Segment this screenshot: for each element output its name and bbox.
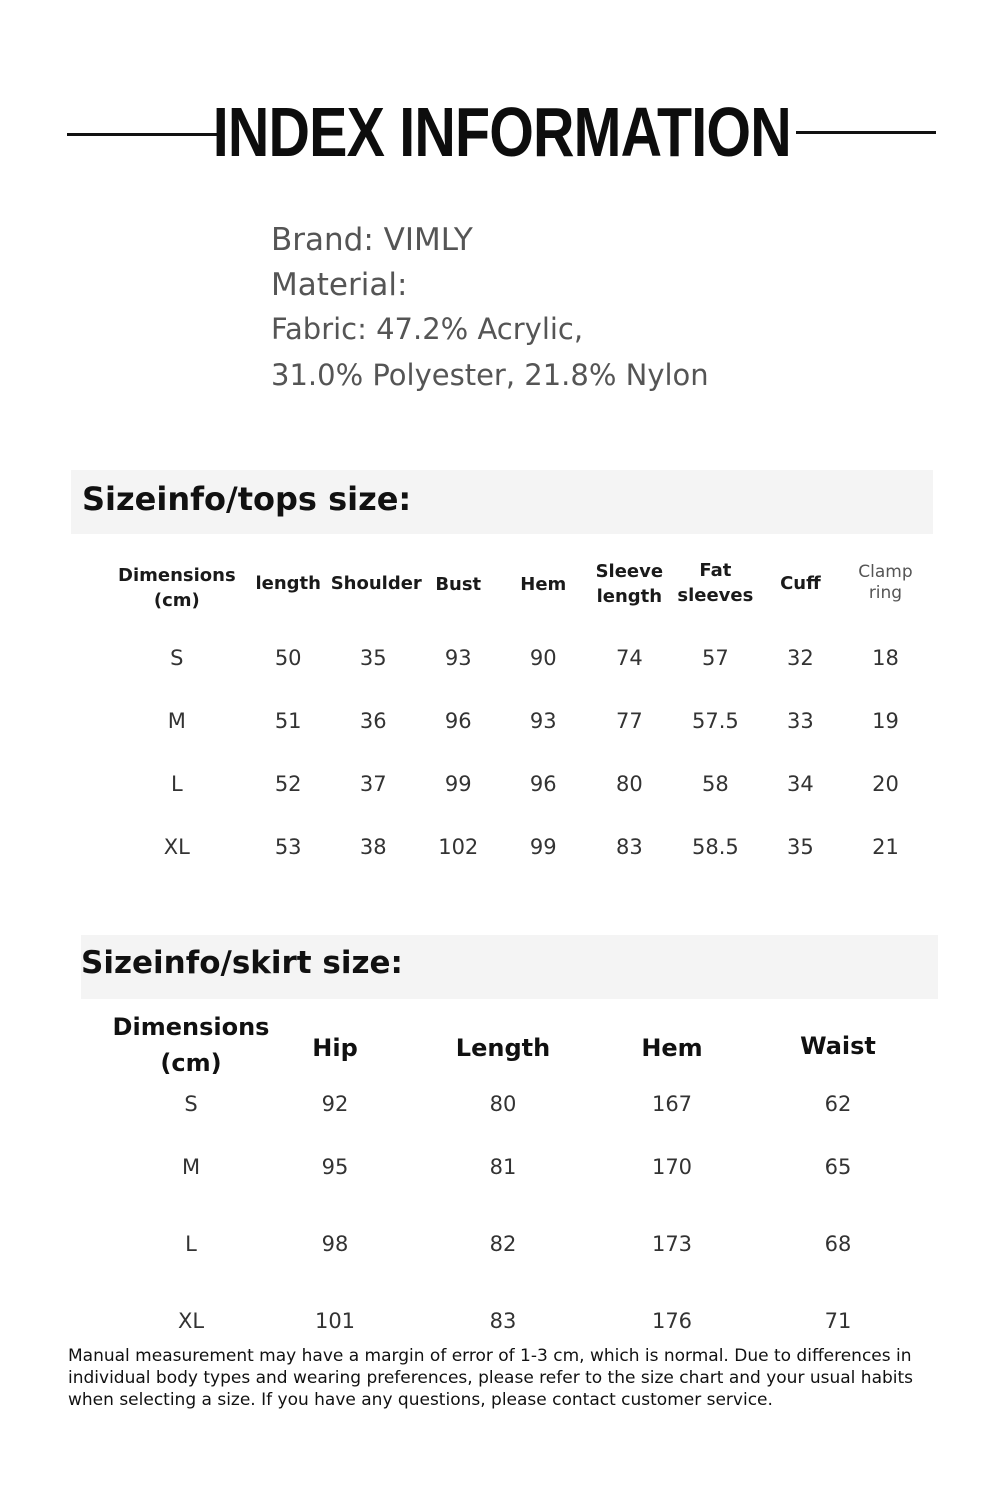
table-cell: 36 bbox=[359, 708, 387, 733]
size-label: XL bbox=[163, 834, 190, 859]
table-cell: 35 bbox=[787, 834, 814, 859]
size-label: L bbox=[170, 771, 183, 796]
skirt-col-header: Dimensions (cm) bbox=[112, 1013, 270, 1077]
table-cell: 176 bbox=[651, 1308, 693, 1333]
table-cell: 58 bbox=[701, 771, 729, 796]
table-cell: 57.5 bbox=[691, 708, 739, 733]
table-cell: 18 bbox=[872, 645, 899, 670]
table-cell: 170 bbox=[651, 1154, 693, 1179]
table-cell: 38 bbox=[359, 834, 387, 859]
table-cell: 83 bbox=[615, 834, 643, 859]
table-cell: 95 bbox=[321, 1154, 349, 1179]
tops-col-header: Hem bbox=[520, 573, 567, 595]
skirt-col-header: Hem bbox=[641, 1034, 703, 1062]
tops-col-header: Bust bbox=[435, 573, 482, 595]
table-cell: 51 bbox=[274, 708, 302, 733]
skirt-col-header: Hip bbox=[312, 1034, 358, 1062]
tops-section-heading bbox=[71, 470, 933, 534]
table-cell: 99 bbox=[444, 771, 472, 796]
table-cell: 93 bbox=[529, 708, 557, 733]
table-cell: 34 bbox=[787, 771, 814, 796]
table-cell: 32 bbox=[787, 645, 814, 670]
table-cell: 37 bbox=[359, 771, 387, 796]
table-cell: 173 bbox=[651, 1231, 693, 1256]
measurement-note: Manual measurement may have a margin of error of 1-3 cm, which is normal. Due to differences in individual body types and wearing preferences, please refer to the size chart and your usual habits when selecting a size. If you have any questions, please contact customer service. bbox=[68, 1346, 914, 1410]
table-row bbox=[105, 1212, 945, 1275]
skirt-col-header: Length bbox=[455, 1034, 551, 1062]
table-cell: 74 bbox=[615, 645, 643, 670]
size-label: S bbox=[184, 1091, 198, 1116]
table-cell: 99 bbox=[529, 834, 557, 859]
table-cell: 81 bbox=[489, 1154, 517, 1179]
table-cell: 20 bbox=[872, 771, 899, 796]
tops-col-header: Dimensions (cm) bbox=[118, 565, 236, 611]
table-row bbox=[108, 689, 928, 752]
table-cell: 92 bbox=[321, 1091, 349, 1116]
size-label: M bbox=[167, 708, 186, 733]
fabric-line-2: 31.0% Polyester, 21.8% Nylon bbox=[271, 358, 709, 392]
table-cell: 19 bbox=[872, 708, 899, 733]
fabric-line-1: Fabric: 47.2% Acrylic, bbox=[271, 312, 584, 346]
table-cell: 57 bbox=[701, 645, 729, 670]
page-title: INDEX INFORMATION bbox=[212, 93, 791, 171]
table-cell: 80 bbox=[615, 771, 643, 796]
table-cell: 71 bbox=[824, 1308, 852, 1333]
table-cell: 50 bbox=[274, 645, 302, 670]
brand-line: Brand: VIMLY bbox=[271, 222, 473, 258]
table-row bbox=[105, 1086, 945, 1121]
size-label: M bbox=[181, 1154, 201, 1179]
table-cell: 65 bbox=[824, 1154, 852, 1179]
tops-size-table bbox=[108, 540, 928, 878]
tops-col-header: Sleeve length bbox=[595, 561, 664, 607]
tops-col-header: Shoulder bbox=[330, 572, 422, 594]
skirt-heading-text: Sizeinfo/skirt size: bbox=[81, 945, 403, 981]
title-rule-right bbox=[796, 131, 936, 134]
skirt-col-header: Waist bbox=[800, 1032, 876, 1060]
table-cell: 93 bbox=[444, 645, 472, 670]
tops-col-header: Fat sleeves bbox=[677, 560, 754, 606]
size-label: XL bbox=[177, 1308, 205, 1333]
skirt-size-table bbox=[105, 1004, 945, 1366]
table-cell: 80 bbox=[489, 1091, 517, 1116]
table-cell: 96 bbox=[529, 771, 557, 796]
table-cell: 62 bbox=[824, 1091, 852, 1116]
table-cell: 83 bbox=[489, 1308, 517, 1333]
table-cell: 53 bbox=[274, 834, 302, 859]
table-cell: 90 bbox=[529, 645, 557, 670]
tops-heading-text: Sizeinfo/tops size: bbox=[82, 480, 412, 518]
table-row bbox=[108, 815, 928, 878]
table-cell: 167 bbox=[651, 1091, 693, 1116]
product-info bbox=[271, 220, 709, 398]
table-cell: 77 bbox=[615, 708, 643, 733]
size-label: S bbox=[170, 645, 184, 670]
tops-col-header: Cuff bbox=[780, 572, 821, 594]
table-cell: 35 bbox=[359, 645, 387, 670]
table-cell: 21 bbox=[872, 834, 899, 859]
tops-header-row bbox=[108, 540, 928, 626]
table-cell: 101 bbox=[314, 1308, 356, 1333]
table-row bbox=[108, 752, 928, 815]
skirt-section-heading bbox=[81, 935, 938, 999]
skirt-header-row bbox=[105, 1004, 945, 1086]
table-cell: 98 bbox=[321, 1231, 349, 1256]
material-label: Material: bbox=[271, 267, 408, 303]
table-row bbox=[108, 626, 928, 689]
tops-col-header: Clamp ring bbox=[858, 562, 913, 603]
table-row bbox=[105, 1121, 945, 1212]
size-label: L bbox=[185, 1231, 197, 1256]
table-cell: 102 bbox=[438, 834, 479, 859]
table-cell: 33 bbox=[787, 708, 814, 733]
table-cell: 52 bbox=[274, 771, 302, 796]
table-cell: 82 bbox=[489, 1231, 517, 1256]
table-cell: 96 bbox=[444, 708, 472, 733]
tops-col-header: length bbox=[255, 572, 321, 594]
table-cell: 68 bbox=[824, 1231, 852, 1256]
table-cell: 58.5 bbox=[691, 834, 739, 859]
